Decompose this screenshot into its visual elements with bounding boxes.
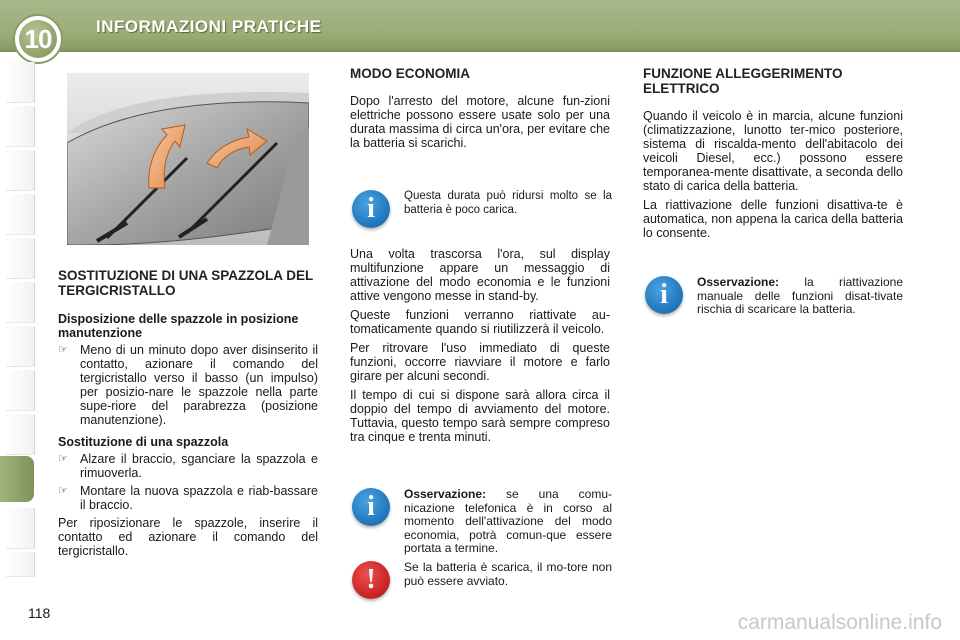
info-icon: i <box>352 488 390 526</box>
paragraph: Una volta trascorsa l'ora, sul display multifunzione appare un messaggio di attivazione del modo economia e le funzioni attive vengono messe in stand-by. <box>350 247 610 303</box>
chapter-tab[interactable] <box>6 508 35 549</box>
windshield-wipers-drawing <box>67 73 309 245</box>
chapter-tab[interactable] <box>6 150 35 191</box>
info-notice-text: Questa durata può ridursi molto se la batteria è poco carica. <box>404 190 612 216</box>
chapter-tabs <box>0 62 36 582</box>
chapter-tab[interactable] <box>6 326 35 367</box>
watermark: carmanualsonline.info <box>737 611 942 634</box>
chapter-number: 10 <box>19 20 57 58</box>
chapter-tab[interactable] <box>6 62 35 103</box>
notice-label: Osservazione: <box>404 487 487 501</box>
chapter-tab-active[interactable] <box>0 456 34 502</box>
list-item-text: Montare la nuova spazzola e riab-bassare il braccio. <box>80 484 318 512</box>
right-column <box>643 66 903 245</box>
chapter-tab[interactable] <box>6 414 35 455</box>
chapter-tab[interactable] <box>6 194 35 235</box>
chapter-tab[interactable] <box>6 552 35 577</box>
paragraph: Per ritrovare l'uso immediato di queste funzioni, occorre riavviare il motore e farlo girare per alcuni secondi. <box>350 341 610 383</box>
info-notice <box>352 190 612 228</box>
subsection-heading: Disposizione delle spazzole in posizione manutenzione <box>58 312 299 340</box>
chapter-tab[interactable] <box>6 370 35 411</box>
header-divider <box>0 50 960 52</box>
warning-icon: ! <box>352 561 390 599</box>
hand-pointer-icon: ☞ <box>58 453 68 465</box>
notice-body: se una comu-nicazione telefonica è in corso al momento dell'attivazione del modo economia, potrà comun-que essere portata a termine. <box>404 487 612 555</box>
info-icon: i <box>352 190 390 228</box>
list-item-text: Meno di un minuto dopo aver disinserito il contatto, azionare il comando del tergicristallo verso il basso (un impulso) per posizio-nare le spazzole nella parte supe-riore del parabrezza (posizione manutenzione). <box>80 343 318 427</box>
paragraph: Dopo l'arresto del motore, alcune fun-zioni elettriche possono essere usate solo per una durata massima di circa un'ora, per evitare che la batteria si scarichi. <box>350 94 610 150</box>
chapter-tab[interactable] <box>6 106 35 147</box>
list-item-text: Alzare il braccio, sganciare la spazzola e rimuoverla. <box>80 452 318 480</box>
info-notice <box>352 488 612 556</box>
hand-pointer-icon: ☞ <box>58 485 68 497</box>
list-item <box>58 484 318 512</box>
info-notice <box>645 276 903 317</box>
hand-pointer-icon: ☞ <box>58 344 68 356</box>
notice-body: la riattivazione manuale delle funzioni disat-tivate rischia di scaricare la batteria. <box>697 275 903 316</box>
middle-column <box>350 66 610 155</box>
paragraph: Queste funzioni verranno riattivate au-tomaticamente quando si riutilizzerà il veicolo. <box>350 308 610 336</box>
section-heading: FUNZIONE ALLEGGERIMENTO ELETTRICO <box>643 66 843 96</box>
paragraph: Quando il veicolo è in marcia, alcune funzioni (climatizzazione, lunotto ter-mico posteriore, sistema di riscalda-mento dell'abitacolo dei veicoli Diesel, ecc.) possono essere temporanea-mente disattivate, a seconda dello stato di carica della batteria. <box>643 109 903 193</box>
info-notice-text <box>697 276 903 317</box>
section-heading: SOSTITUZIONE DI UNA SPAZZOLA DEL TERGICRISTALLO <box>58 268 314 298</box>
chapter-tab[interactable] <box>6 282 35 323</box>
info-icon: i <box>645 276 683 314</box>
middle-column-body <box>350 247 610 449</box>
section-heading: MODO ECONOMIA <box>350 66 470 81</box>
paragraph: Per riposizionare le spazzole, inserire il contatto ed azionare il comando del tergicristallo. <box>58 516 318 558</box>
warning-notice-text: Se la batteria è scarica, il mo-tore non può essere avviato. <box>404 560 612 588</box>
paragraph: Il tempo di cui si dispone sarà allora circa il doppio del tempo di avviamento del motore. Tuttavia, questo tempo sarà sempre compreso tra cinque e trenta minuti. <box>350 388 610 444</box>
paragraph: La riattivazione delle funzioni disattiva-te è automatica, non appena la carica della batteria lo consente. <box>643 198 903 240</box>
info-notice-text <box>404 488 612 556</box>
list-item <box>58 452 318 480</box>
chapter-tab[interactable] <box>6 238 35 279</box>
page-title: INFORMAZIONI PRATICHE <box>96 17 322 36</box>
notice-label: Osservazione: <box>697 275 780 289</box>
left-column <box>58 268 318 563</box>
subsection-heading: Sostituzione di una spazzola <box>58 435 229 449</box>
page-number: 118 <box>28 605 51 621</box>
windshield-illustration <box>67 73 309 245</box>
warning-notice <box>352 561 612 599</box>
list-item <box>58 343 318 427</box>
